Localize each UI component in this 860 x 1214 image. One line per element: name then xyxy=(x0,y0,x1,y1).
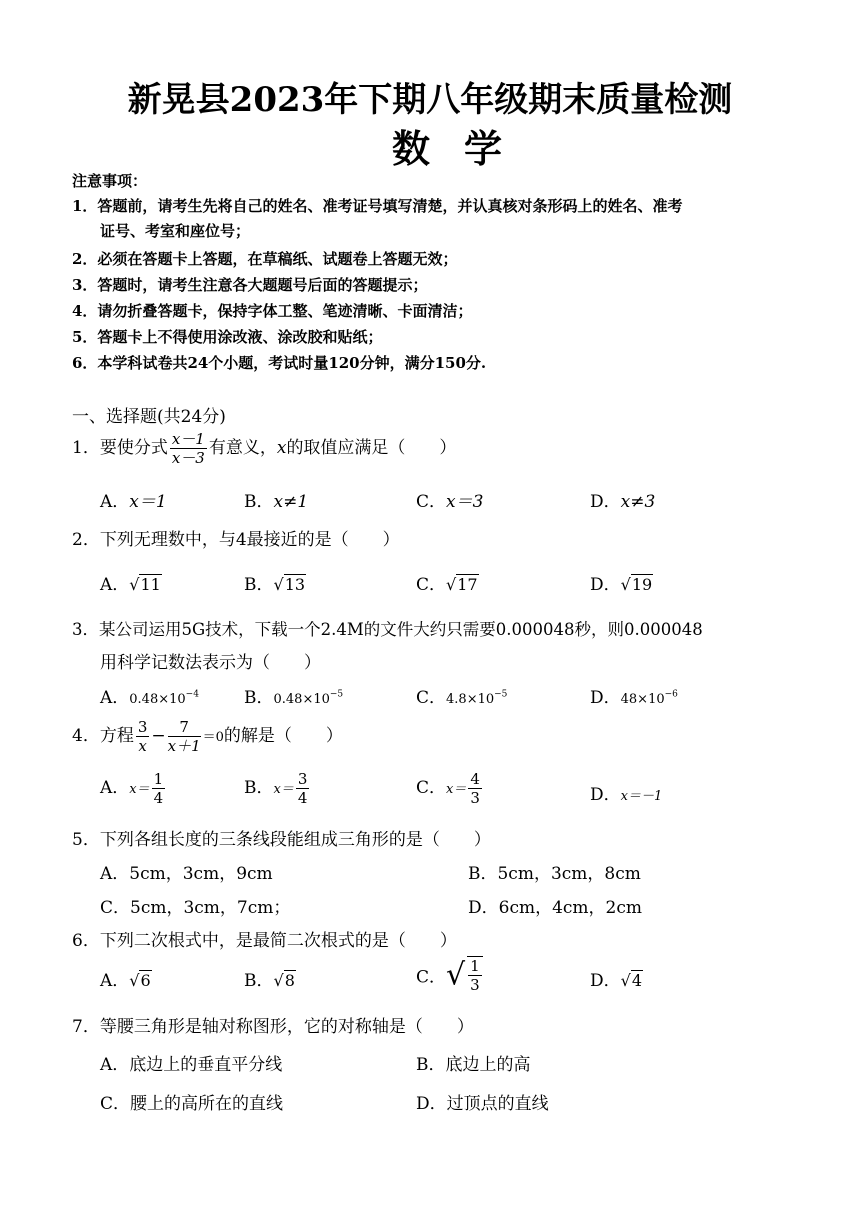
q1-option-a: A．x＝1 xyxy=(100,492,167,512)
q7-option-c: C．腰上的高所在的直线 xyxy=(100,1094,284,1114)
subject-title: 数学 xyxy=(391,126,536,171)
q4-option-a: A．x＝ $\frac{1}{4}$ xyxy=(100,770,164,807)
note-item: 2．必须在答题卡上答题，在草稿纸、试题卷上答题无效； xyxy=(72,250,458,268)
q4-fraction-1: $\frac{3}{x}$ xyxy=(137,718,148,755)
q7-option-d: D．过顶点的直线 xyxy=(416,1094,549,1114)
question-4: 4．方程 $\frac{3}{x}$ − $\frac{7}{x+1}$ ＝0的解是（ ） xyxy=(72,718,343,755)
section-heading: 一、选择题(共24分) xyxy=(72,407,226,427)
note-item: 5．答题卡上不得使用涂改液、涂改胶和贴纸； xyxy=(72,328,383,346)
fraction-denominator: x－3 xyxy=(171,449,205,467)
q6-option-c: C．√ $\frac{1}{3}$ xyxy=(416,956,485,994)
q6-option-b: B．√8 xyxy=(244,971,295,991)
q5-option-a: A．5cm，3cm，9cm xyxy=(100,864,273,884)
q1-fraction xyxy=(170,430,207,467)
q5-option-b: B．5cm，3cm，8cm xyxy=(468,864,641,884)
q2-option-a: A．√11 xyxy=(100,575,161,595)
q3-option-d: D．$48\times 10^{-6}$ xyxy=(590,688,678,708)
q2-option-b: B．√13 xyxy=(244,575,306,595)
question-2: 2．下列无理数中，与4最接近的是（ ） xyxy=(72,530,400,550)
q6-option-a: A．√6 xyxy=(100,971,151,991)
q4-option-d: D．x＝－1 xyxy=(590,785,663,805)
question-3-line-2: 用科学记数法表示为（ ） xyxy=(100,653,321,673)
q7-option-a: A．底边上的垂直平分线 xyxy=(100,1055,283,1075)
exam-title: 新晃县2023年下期八年级期末质量检测 xyxy=(127,80,733,120)
question-5: 5．下列各组长度的三条线段能组成三角形的是（ ） xyxy=(72,830,491,850)
q3-option-b: B．$0.48\times 10^{-5}$ xyxy=(244,688,344,708)
q4-fraction-2: $\frac{7}{x+1}$ xyxy=(167,718,201,755)
q5-option-d: D．6cm，4cm，2cm xyxy=(468,898,643,918)
q1-text: 1．要使分式 xyxy=(72,438,168,458)
notes-heading: 注意事项： xyxy=(72,172,148,190)
q4-option-c: C．x＝ $\frac{4}{3}$ xyxy=(416,770,480,807)
q4-option-b: B．x＝ $\frac{3}{4}$ xyxy=(244,770,308,807)
q3-option-c: C．$4.8\times 10^{-5}$ xyxy=(416,688,508,708)
q7-option-b: B．底边上的高 xyxy=(416,1055,531,1075)
note-item: 1．答题前，请考生先将自己的姓名、准考证号填写清楚，并认真核对条形码上的姓名、准考 xyxy=(72,197,683,215)
q1-text: 有意义， xyxy=(208,438,277,458)
question-1 xyxy=(72,430,456,467)
q2-option-c: C．√17 xyxy=(416,575,478,595)
fraction-numerator: x－1 xyxy=(171,430,205,448)
q3-option-a: A．$0.48\times 10^{-4}$ xyxy=(100,688,199,708)
q1-var: x xyxy=(276,438,287,458)
q1-text: 的取值应满足（ ） xyxy=(286,438,457,458)
q6-option-d: D．√4 xyxy=(590,971,643,991)
question-6: 6．下列二次根式中，是最简二次根式的是（ ） xyxy=(72,931,457,951)
note-item: 6．本学科试卷共24个小题，考试时量120分钟，满分150分. xyxy=(72,354,487,372)
q1-option-c: C．x＝3 xyxy=(416,492,484,512)
q2-option-d: D．√19 xyxy=(590,575,653,595)
q1-option-b: B．x≠1 xyxy=(244,492,309,512)
q1-option-d: D．x≠3 xyxy=(590,492,656,512)
question-3-line-1: 3．某公司运用5G技术，下载一个2.4M的文件大约只需要0.000048秒，则0.000048 xyxy=(72,620,703,639)
question-7: 7．等腰三角形是轴对称图形，它的对称轴是（ ） xyxy=(72,1017,474,1037)
note-item: 证号、考室和座位号； xyxy=(100,222,251,240)
q5-option-c: C．5cm，3cm，7cm； xyxy=(100,898,291,918)
note-item: 4．请勿折叠答题卡，保持字体工整、笔迹清晰、卡面清洁； xyxy=(72,302,473,320)
note-item: 3．答题时，请考生注意各大题题号后面的答题提示； xyxy=(72,276,428,294)
